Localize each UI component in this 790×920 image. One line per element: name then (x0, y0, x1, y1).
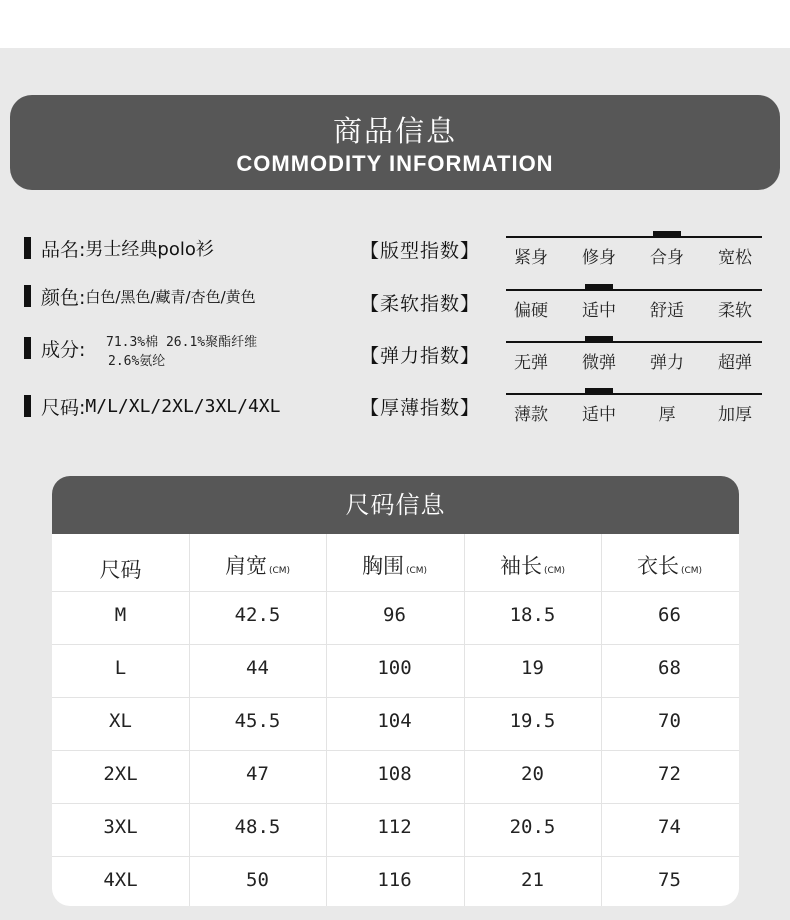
column-header-label: 肩宽 (224, 554, 267, 578)
column-header-unit: (CM) (268, 566, 291, 576)
sleeve-cell: 20.5 (509, 816, 556, 838)
column-header-unit: (CM) (680, 566, 703, 576)
scale-option: 薄款 (514, 405, 548, 425)
scale-line (506, 289, 762, 291)
scale-option: 舒适 (650, 301, 684, 321)
thickness-index-scale (506, 393, 762, 433)
bullet-marker (24, 395, 31, 417)
size-cell: 3XL (103, 816, 138, 838)
shoulder-cell: 42.5 (234, 604, 281, 626)
column-header-size (52, 554, 189, 584)
sleeve-cell: 21 (521, 869, 544, 891)
size-label: 尺码: (41, 396, 86, 419)
length-cell: 68 (658, 657, 681, 679)
composition-row (24, 333, 85, 363)
scale-line (506, 236, 762, 238)
shoulder-cell: 44 (246, 657, 269, 679)
size-cell: 4XL (103, 869, 138, 891)
bullet-marker (24, 337, 31, 359)
composition-label: 成分: (41, 338, 86, 361)
column-header-unit: (CM) (543, 566, 566, 576)
scale-option: 微弹 (582, 353, 616, 373)
shoulder-cell: 48.5 (234, 816, 281, 838)
row-divider (52, 856, 739, 857)
scale-option: 适中 (582, 301, 616, 321)
elasticity-index-scale (506, 341, 762, 381)
scale-option: 加厚 (718, 405, 752, 425)
scale-line (506, 341, 762, 343)
softness-index-label: 【柔软指数】 (360, 293, 481, 315)
row-divider (52, 697, 739, 698)
scale-line (506, 393, 762, 395)
scale-option: 超弹 (718, 353, 752, 373)
shoulder-cell: 50 (246, 869, 269, 891)
scale-marker (585, 336, 613, 343)
commodity-info-header (10, 95, 780, 190)
header-title-en: COMMODITY INFORMATION (236, 151, 554, 176)
column-header-label: 袖长 (499, 554, 542, 578)
length-cell: 75 (658, 869, 681, 891)
length-cell: 74 (658, 816, 681, 838)
scale-option: 紧身 (514, 248, 548, 268)
bullet-marker (24, 237, 31, 259)
size-cell: L (114, 657, 127, 679)
column-header-label: 胸围 (361, 554, 404, 578)
length-cell: 72 (658, 763, 681, 785)
scale-marker (585, 388, 613, 395)
column-header-chest (326, 550, 463, 580)
size-row (24, 391, 280, 421)
size-value: M/L/XL/2XL/3XL/4XL (85, 395, 281, 417)
length-cell: 70 (658, 710, 681, 732)
scale-marker (653, 231, 681, 238)
chest-cell: 104 (377, 710, 412, 732)
row-divider (52, 644, 739, 645)
scale-option: 弹力 (650, 353, 684, 373)
sleeve-cell: 19.5 (509, 710, 556, 732)
size-cell: XL (109, 710, 132, 732)
size-cell: M (114, 604, 127, 626)
size-info-panel (52, 476, 739, 906)
product-name-label: 品名: (41, 238, 86, 261)
thickness-index-label: 【厚薄指数】 (360, 397, 481, 419)
top-band (0, 0, 790, 48)
chest-cell: 100 (377, 657, 412, 679)
sleeve-cell: 18.5 (509, 604, 556, 626)
chest-cell: 112 (377, 816, 412, 838)
column-header-length (601, 550, 738, 580)
scale-option: 宽松 (718, 248, 752, 268)
bullet-marker (24, 285, 31, 307)
row-divider (52, 750, 739, 751)
shoulder-cell: 45.5 (234, 710, 281, 732)
scale-marker (585, 284, 613, 291)
length-cell: 66 (658, 604, 681, 626)
scale-option: 适中 (582, 405, 616, 425)
scale-option: 修身 (582, 248, 616, 268)
color-row (24, 281, 256, 311)
chest-cell: 116 (377, 869, 412, 891)
fit-index-scale (506, 236, 762, 276)
elasticity-index-label: 【弹力指数】 (360, 345, 481, 367)
fit-index-label: 【版型指数】 (360, 240, 481, 262)
scale-option: 偏硬 (514, 301, 548, 321)
column-header-shoulder (189, 550, 326, 580)
scale-option: 合身 (650, 248, 684, 268)
header-title-cn: 商品信息 (332, 114, 457, 148)
size-cell: 2XL (103, 763, 138, 785)
chest-cell: 108 (377, 763, 412, 785)
column-header-label: 尺码 (99, 558, 142, 582)
composition-line-1: 71.3%棉 26.1%聚酯纤维 (106, 335, 258, 350)
color-label: 颜色: (41, 286, 86, 309)
composition-line-2: 2.6%氨纶 (108, 354, 166, 369)
shoulder-cell: 47 (246, 763, 269, 785)
column-header-unit: (CM) (405, 566, 428, 576)
column-header-label: 衣长 (636, 554, 679, 578)
scale-option: 厚 (658, 405, 676, 425)
row-divider (52, 591, 739, 592)
size-info-title: 尺码信息 (52, 476, 739, 534)
composition-value (106, 333, 257, 371)
scale-option: 无弹 (514, 353, 548, 373)
product-name-value: 男士经典polo衫 (85, 239, 214, 260)
row-divider (52, 803, 739, 804)
color-value: 白色/黑色/藏青/杏色/黄色 (85, 287, 256, 306)
sleeve-cell: 19 (521, 657, 544, 679)
softness-index-scale (506, 289, 762, 329)
chest-cell: 96 (383, 604, 406, 626)
scale-option: 柔软 (718, 301, 752, 321)
sleeve-cell: 20 (521, 763, 544, 785)
column-header-sleeve (464, 550, 601, 580)
product-name-row (24, 233, 214, 263)
